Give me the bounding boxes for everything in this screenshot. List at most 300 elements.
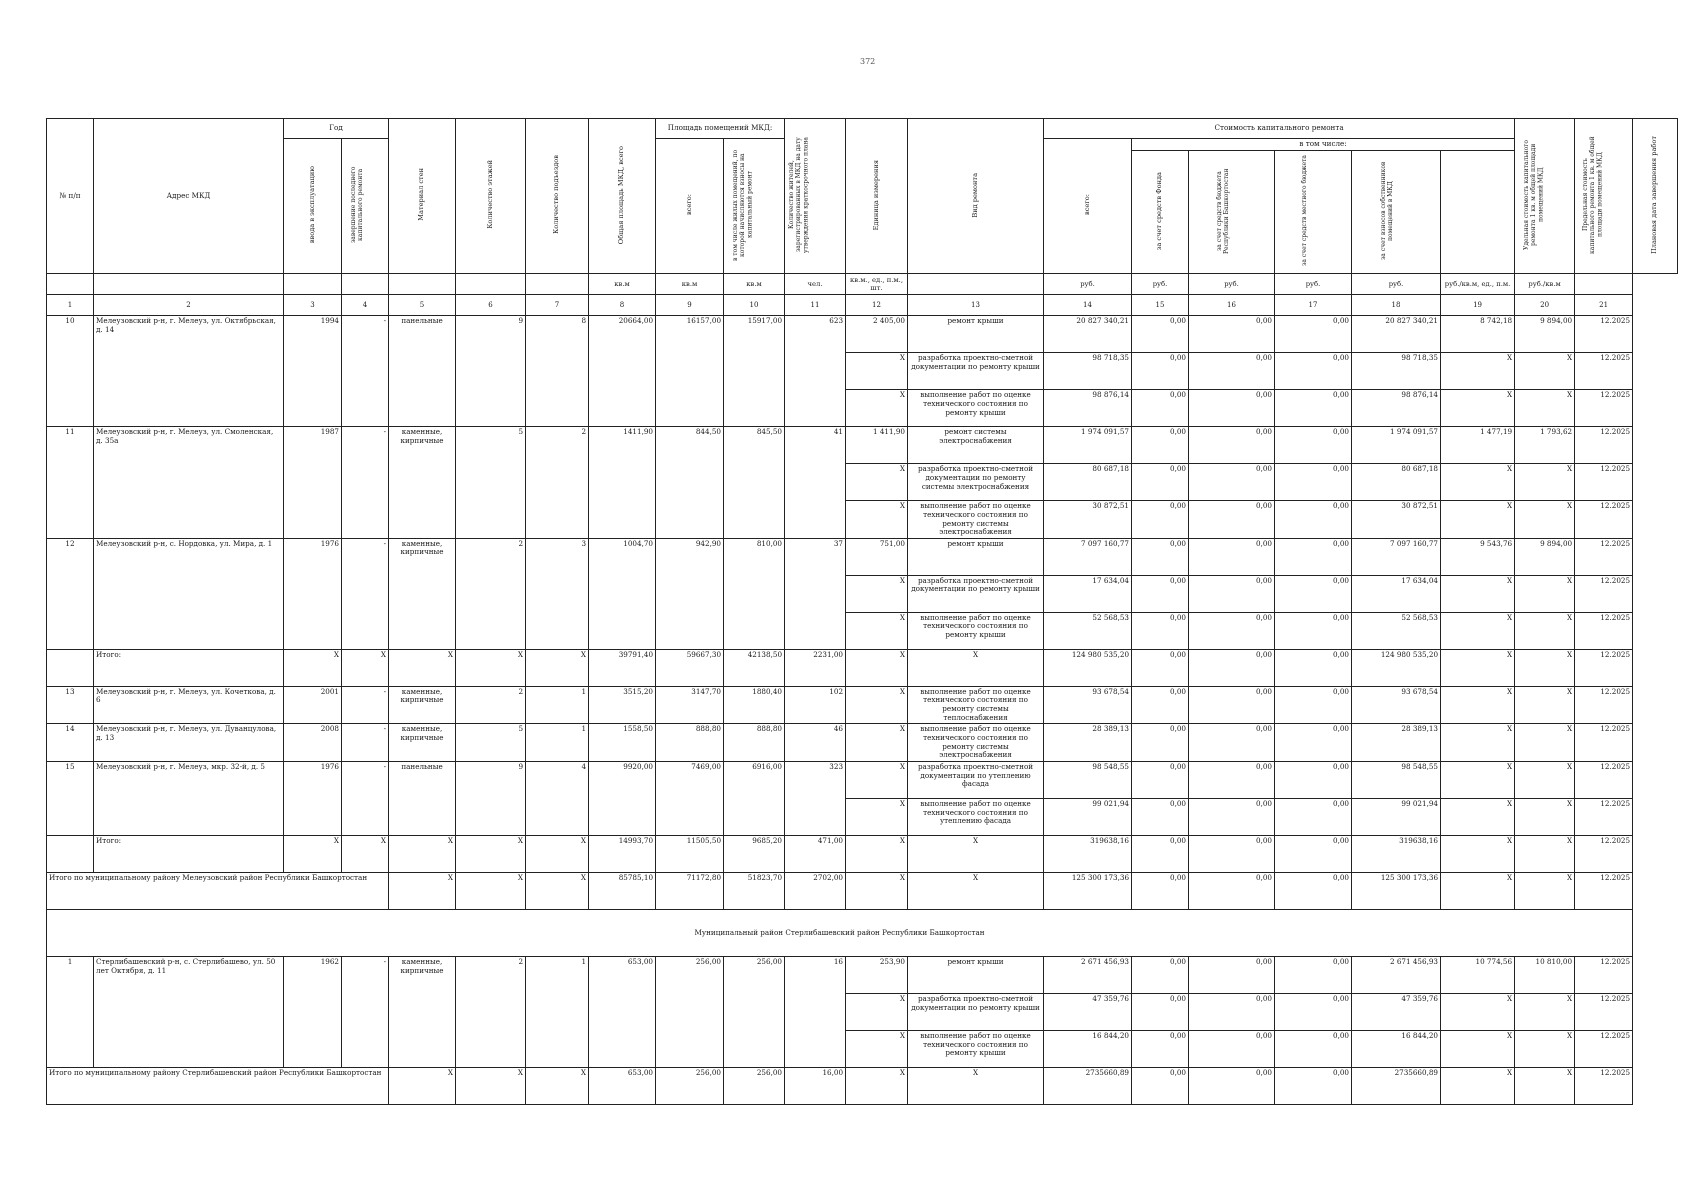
cost-fund-cell: 0,00	[1132, 872, 1189, 909]
header-year-group: Год	[284, 119, 389, 139]
plan-date-cell: 12.2025	[1575, 1067, 1633, 1104]
column-index-cell: 14	[1044, 295, 1132, 316]
total-area-cell: 20664,00	[589, 316, 656, 427]
unit-cost-cell: X	[1441, 1067, 1515, 1104]
row-number-cell: 13	[47, 686, 94, 724]
max-cost-cell: X	[1515, 464, 1575, 501]
work-type-cell: X	[908, 835, 1044, 872]
max-cost-cell: X	[1515, 575, 1575, 612]
header-cost-local: за счет средств местного бюджета	[1275, 150, 1352, 274]
cost-owners-cell: 2735660,89	[1352, 1067, 1441, 1104]
residents-cell: 37	[785, 538, 846, 649]
wall-material-cell: каменные, кирпичные	[389, 956, 456, 1067]
row-number-cell: 14	[47, 724, 94, 762]
header-floors: Количество этажей	[456, 119, 526, 274]
section-title: Муниципальный район Стерлибашевский район Республики Башкортостан	[47, 909, 1633, 956]
max-cost-cell: X	[1515, 612, 1575, 649]
column-index-cell: 8	[589, 295, 656, 316]
material-cell: X	[389, 1067, 456, 1104]
premises-fee-cell: 888,80	[724, 724, 785, 762]
repair-plan-sheet	[46, 118, 1678, 1105]
quantity-cell: X	[846, 761, 908, 798]
qty-cell: X	[846, 1067, 908, 1104]
floors-cell: X	[456, 649, 526, 686]
work-type-cell: разработка проектно-сметной документации по утеплению фасада	[908, 761, 1044, 798]
wall-material-cell: панельные	[389, 316, 456, 427]
plan-date-cell: 12.2025	[1575, 501, 1633, 539]
cost-local-cell: 0,00	[1275, 993, 1352, 1030]
header-year-last-repair: завершение последнего капитального ремонта	[342, 139, 389, 274]
max-cost-cell: X	[1515, 872, 1575, 909]
work-type-cell: выполнение работ по оценке технического состояния по ремонту системы электроснабжения	[908, 501, 1044, 539]
quantity-cell: X	[846, 724, 908, 762]
plan-date-cell: 12.2025	[1575, 575, 1633, 612]
header-plan-date: Плановая дата завершения работ	[1633, 119, 1678, 274]
unit-cost-cell: 9 543,76	[1441, 538, 1515, 575]
cost-fund-cell: 0,00	[1132, 993, 1189, 1030]
cost-total-cell: 2735660,89	[1044, 1067, 1132, 1104]
header-unit-cost: Удельная стоимость капитального ремонта 1 кв. м общей площади помещений МКД	[1515, 119, 1575, 274]
residents-cell: 16,00	[785, 1067, 846, 1104]
residents-cell: 471,00	[785, 835, 846, 872]
max-cost-cell: 1 793,62	[1515, 427, 1575, 464]
cost-owners-cell: 80 687,18	[1352, 464, 1441, 501]
quantity-cell: X	[846, 612, 908, 649]
cost-owners-cell: 28 389,13	[1352, 724, 1441, 762]
header-premises-group: Площадь помещений МКД:	[656, 119, 785, 139]
max-cost-cell: X	[1515, 798, 1575, 835]
cost-republic-cell: 0,00	[1189, 1030, 1275, 1067]
wall-material-cell: каменные, кирпичные	[389, 427, 456, 539]
column-index-cell: 5	[389, 295, 456, 316]
header-work-type: Вид ремонта	[908, 119, 1044, 274]
entrances-cell: 4	[526, 761, 589, 835]
cost-owners-cell: 16 844,20	[1352, 1030, 1441, 1067]
prem_fee-cell: 256,00	[724, 1067, 785, 1104]
header-cost-republic: за счет средств бюджета Республики Башкортостан	[1189, 150, 1275, 274]
column-index-cell: 6	[456, 295, 526, 316]
cost-total-cell: 93 678,54	[1044, 686, 1132, 724]
row-number-cell: 1	[47, 956, 94, 1067]
cost-fund-cell: 0,00	[1132, 501, 1189, 539]
header-premises-total: всего:	[656, 139, 724, 274]
column-index-cell: 16	[1189, 295, 1275, 316]
cost-fund-cell: 0,00	[1132, 1067, 1189, 1104]
residents-cell: 323	[785, 761, 846, 835]
address-cell: Стерлибашевский р-н, с. Стерлибашево, ул. 50 лет Октября, д. 11	[94, 956, 284, 1067]
cost-total-cell: 98 876,14	[1044, 390, 1132, 427]
work-type-cell: ремонт крыши	[908, 316, 1044, 353]
plan-date-cell: 12.2025	[1575, 835, 1633, 872]
quantity-cell: X	[846, 686, 908, 724]
work-type-cell: разработка проектно-сметной документации по ремонту крыши	[908, 993, 1044, 1030]
cost-owners-cell: 98 718,35	[1352, 353, 1441, 390]
district-total-row	[47, 1067, 1678, 1104]
cost-total-cell: 52 568,53	[1044, 612, 1132, 649]
cost-owners-cell: 20 827 340,21	[1352, 316, 1441, 353]
unit-cost-cell: X	[1441, 353, 1515, 390]
cost-local-cell: 0,00	[1275, 316, 1352, 353]
max-cost-cell: X	[1515, 724, 1575, 762]
unit-cell: руб.	[1189, 274, 1275, 295]
quantity-cell: X	[846, 390, 908, 427]
work-type-cell: разработка проектно-сметной документации по ремонту крыши	[908, 353, 1044, 390]
plan-date-cell: 12.2025	[1575, 686, 1633, 724]
units-row	[47, 274, 1678, 295]
header-entrances: Количество подъездов	[526, 119, 589, 274]
cost-owners-cell: 124 980 535,20	[1352, 649, 1441, 686]
year-cell: 1976	[284, 538, 342, 649]
plan-date-cell: 12.2025	[1575, 612, 1633, 649]
max-cost-cell: X	[1515, 649, 1575, 686]
total-area-cell: 1411,90	[589, 427, 656, 539]
plan-date-cell: 12.2025	[1575, 798, 1633, 835]
cost-fund-cell: 0,00	[1132, 538, 1189, 575]
cost-republic-cell: 0,00	[1189, 872, 1275, 909]
material-cell: X	[389, 835, 456, 872]
column-index-cell: 13	[908, 295, 1044, 316]
year-cell: 2008	[284, 724, 342, 762]
plan-date-cell: 12.2025	[1575, 427, 1633, 464]
cost-local-cell: 0,00	[1275, 835, 1352, 872]
cost-local-cell: 0,00	[1275, 427, 1352, 464]
year-cell: 1994	[284, 316, 342, 427]
prem_fee-cell: 51823,70	[724, 872, 785, 909]
unit-cell: кв.м	[724, 274, 785, 295]
cost-local-cell: 0,00	[1275, 649, 1352, 686]
cost-local-cell: 0,00	[1275, 390, 1352, 427]
premises-total-cell: 888,80	[656, 724, 724, 762]
cost-local-cell: 0,00	[1275, 353, 1352, 390]
unit-cell: руб.	[1132, 274, 1189, 295]
quantity-cell: X	[846, 1030, 908, 1067]
year-cell: 1987	[284, 427, 342, 539]
unit-cost-cell: 8 742,18	[1441, 316, 1515, 353]
floors-cell: 9	[456, 761, 526, 835]
unit-cost-cell: X	[1441, 761, 1515, 798]
qty-cell: X	[846, 835, 908, 872]
cost-fund-cell: 0,00	[1132, 316, 1189, 353]
max-cost-cell: X	[1515, 390, 1575, 427]
quantity-cell: X	[846, 464, 908, 501]
material-cell: X	[389, 872, 456, 909]
cost-republic-cell: 0,00	[1189, 353, 1275, 390]
plan-date-cell: 12.2025	[1575, 538, 1633, 575]
cost-republic-cell: 0,00	[1189, 501, 1275, 539]
quantity-cell: 253,90	[846, 956, 908, 993]
unit-cell: чел.	[785, 274, 846, 295]
material-cell: X	[389, 649, 456, 686]
last-repair-cell: -	[342, 538, 389, 649]
total-area-cell: 9920,00	[589, 761, 656, 835]
work-type-cell: выполнение работ по оценке технического состояния по утеплению фасада	[908, 798, 1044, 835]
entrances-cell: X	[526, 1067, 589, 1104]
year-cell: 1962	[284, 956, 342, 1067]
address-cell: Мелеузовский р-н, г. Мелеуз, ул. Дуванцулова, д. 13	[94, 724, 284, 762]
cost-republic-cell: 0,00	[1189, 316, 1275, 353]
cost-total-cell: 99 021,94	[1044, 798, 1132, 835]
max-cost-cell: X	[1515, 353, 1575, 390]
cost-local-cell: 0,00	[1275, 1030, 1352, 1067]
repair-plan-table	[46, 118, 1678, 1105]
district-total-row	[47, 872, 1678, 909]
unit-cell: руб./кв.м, ед., п.м.	[1441, 274, 1515, 295]
floors-cell: 2	[456, 538, 526, 649]
entrances-cell: X	[526, 649, 589, 686]
floors-cell: 5	[456, 724, 526, 762]
premises-fee-cell: 1880,40	[724, 686, 785, 724]
work-type-cell: выполнение работ по оценке технического состояния по ремонту крыши	[908, 1030, 1044, 1067]
plan-date-cell: 12.2025	[1575, 724, 1633, 762]
work-type-cell: X	[908, 1067, 1044, 1104]
plan-date-cell: 12.2025	[1575, 993, 1633, 1030]
address-cell: Мелеузовский р-н, с. Нордовка, ул. Мира, д. 1	[94, 538, 284, 649]
header-cost-group: Стоимость капитального ремонта	[1044, 119, 1515, 139]
column-index-cell: 3	[284, 295, 342, 316]
entrances-cell: 2	[526, 427, 589, 539]
quantity-cell: X	[846, 501, 908, 539]
cost-owners-cell: 98 876,14	[1352, 390, 1441, 427]
total-area-cell: 1004,70	[589, 538, 656, 649]
cost-local-cell: 0,00	[1275, 501, 1352, 539]
cost-republic-cell: 0,00	[1189, 798, 1275, 835]
max-cost-cell: 10 810,00	[1515, 956, 1575, 993]
premises-fee-cell: 256,00	[724, 956, 785, 1067]
quantity-cell: X	[846, 798, 908, 835]
work-type-cell: ремонт крыши	[908, 538, 1044, 575]
cost-owners-cell: 93 678,54	[1352, 686, 1441, 724]
last-repair-cell: -	[342, 724, 389, 762]
address-cell: Мелеузовский р-н, г. Мелеуз, ул. Смоленская, д. 35а	[94, 427, 284, 539]
subtotal-label: Итого:	[94, 835, 284, 872]
plan-date-cell: 12.2025	[1575, 464, 1633, 501]
column-index-cell: 21	[1575, 295, 1633, 316]
floors-cell: 5	[456, 427, 526, 539]
work-type-cell: выполнение работ по оценке технического состояния по ремонту системы электроснабжения	[908, 724, 1044, 762]
cost-owners-cell: 7 097 160,77	[1352, 538, 1441, 575]
residents-cell: 623	[785, 316, 846, 427]
year-cell: 2001	[284, 686, 342, 724]
entrances-cell: X	[526, 835, 589, 872]
unit-cell: руб.	[1275, 274, 1352, 295]
cost-fund-cell: 0,00	[1132, 724, 1189, 762]
cost-total-cell: 98 548,55	[1044, 761, 1132, 798]
cost-republic-cell: 0,00	[1189, 390, 1275, 427]
cost-total-cell: 319638,16	[1044, 835, 1132, 872]
prem_fee-cell: 42138,50	[724, 649, 785, 686]
column-index-cell: 1	[47, 295, 94, 316]
total-area-cell: 653,00	[589, 956, 656, 1067]
unit-cost-cell: X	[1441, 724, 1515, 762]
cost-total-cell: 47 359,76	[1044, 993, 1132, 1030]
cost-republic-cell: 0,00	[1189, 649, 1275, 686]
max-cost-cell: X	[1515, 686, 1575, 724]
wall-material-cell: каменные, кирпичные	[389, 686, 456, 724]
quantity-cell: 1 411,90	[846, 427, 908, 464]
unit-cell: кв.м	[589, 274, 656, 295]
row-number-cell: 15	[47, 761, 94, 835]
plan-date-cell: 12.2025	[1575, 316, 1633, 353]
header-residents: Количество жителей, зарегистрированных в МКД на дату утверждения краткосрочного плана	[785, 119, 846, 274]
prem_total-cell: 59667,30	[656, 649, 724, 686]
work-type-cell: выполнение работ по оценке технического состояния по ремонту крыши	[908, 390, 1044, 427]
header-including: в том числе:	[1132, 139, 1515, 151]
cost-fund-cell: 0,00	[1132, 798, 1189, 835]
subtotal-row	[47, 649, 1678, 686]
unit-cell: кв.м., ед., п.м., шт.	[846, 274, 908, 295]
unit-cost-cell: X	[1441, 686, 1515, 724]
cost-local-cell: 0,00	[1275, 872, 1352, 909]
cost-total-cell: 17 634,04	[1044, 575, 1132, 612]
work-type-cell: ремонт системы электроснабжения	[908, 427, 1044, 464]
header-num: № п/п	[47, 119, 94, 274]
premises-total-cell: 942,90	[656, 538, 724, 649]
cost-owners-cell: 17 634,04	[1352, 575, 1441, 612]
cost-fund-cell: 0,00	[1132, 427, 1189, 464]
cost-fund-cell: 0,00	[1132, 956, 1189, 993]
table-row	[47, 538, 1678, 575]
column-index-cell: 15	[1132, 295, 1189, 316]
wall-material-cell: каменные, кирпичные	[389, 538, 456, 649]
cost-total-cell: 20 827 340,21	[1044, 316, 1132, 353]
column-index-cell: 10	[724, 295, 785, 316]
prem_total-cell: 71172,80	[656, 872, 724, 909]
cost-republic-cell: 0,00	[1189, 761, 1275, 798]
total-area-cell: 1558,50	[589, 724, 656, 762]
last-repair-cell: -	[342, 956, 389, 1067]
cost-republic-cell: 0,00	[1189, 538, 1275, 575]
plan-date-cell: 12.2025	[1575, 761, 1633, 798]
district-total-label: Итого по муниципальному району Мелеузовский район Республики Башкортостан	[47, 872, 389, 909]
wall-material-cell: каменные, кирпичные	[389, 724, 456, 762]
cost-republic-cell: 0,00	[1189, 1067, 1275, 1104]
table-row	[47, 316, 1678, 353]
unit-cost-cell: X	[1441, 835, 1515, 872]
premises-total-cell: 16157,00	[656, 316, 724, 427]
header-cost-fund: за счет средств Фонда	[1132, 150, 1189, 274]
cost-fund-cell: 0,00	[1132, 612, 1189, 649]
year-cell: X	[284, 835, 342, 872]
work-type-cell: разработка проектно-сметной документации по ремонту крыши	[908, 575, 1044, 612]
cost-fund-cell: 0,00	[1132, 390, 1189, 427]
quantity-cell: 2 405,00	[846, 316, 908, 353]
floors-cell: 9	[456, 316, 526, 427]
entrances-cell: 3	[526, 538, 589, 649]
column-index-cell: 4	[342, 295, 389, 316]
premises-total-cell: 844,50	[656, 427, 724, 539]
cost-fund-cell: 0,00	[1132, 835, 1189, 872]
floors-cell: X	[456, 872, 526, 909]
column-index-cell: 17	[1275, 295, 1352, 316]
cost-owners-cell: 2 671 456,93	[1352, 956, 1441, 993]
quantity-cell: X	[846, 575, 908, 612]
cost-total-cell: 1 974 091,57	[1044, 427, 1132, 464]
premises-total-cell: 7469,00	[656, 761, 724, 835]
cost-local-cell: 0,00	[1275, 612, 1352, 649]
cost-local-cell: 0,00	[1275, 464, 1352, 501]
table-row	[47, 761, 1678, 798]
work-type-cell: выполнение работ по оценке технического состояния по ремонту системы теплоснабжения	[908, 686, 1044, 724]
max-cost-cell: X	[1515, 761, 1575, 798]
last-repair-cell: -	[342, 316, 389, 427]
cost-owners-cell: 99 021,94	[1352, 798, 1441, 835]
header-wall-material: Материал стен	[389, 119, 456, 274]
max-cost-cell: 9 894,00	[1515, 316, 1575, 353]
cost-total-cell: 80 687,18	[1044, 464, 1132, 501]
unit-cost-cell: X	[1441, 612, 1515, 649]
floors-cell: 2	[456, 956, 526, 1067]
cost-fund-cell: 0,00	[1132, 353, 1189, 390]
premises-fee-cell: 845,50	[724, 427, 785, 539]
year-cell: 1976	[284, 761, 342, 835]
prem_total-cell: 11505,50	[656, 835, 724, 872]
max-cost-cell: X	[1515, 993, 1575, 1030]
residents-cell: 16	[785, 956, 846, 1067]
cost-fund-cell: 0,00	[1132, 761, 1189, 798]
prem_total-cell: 256,00	[656, 1067, 724, 1104]
unit-cost-cell: X	[1441, 649, 1515, 686]
column-index-cell: 12	[846, 295, 908, 316]
cost-total-cell: 124 980 535,20	[1044, 649, 1132, 686]
table-row	[47, 686, 1678, 724]
cost-total-cell: 125 300 173,36	[1044, 872, 1132, 909]
residents-cell: 41	[785, 427, 846, 539]
subtotal-label: Итого:	[94, 649, 284, 686]
unit-cell: руб.	[1044, 274, 1132, 295]
unit-cost-cell: X	[1441, 501, 1515, 539]
cost-republic-cell: 0,00	[1189, 464, 1275, 501]
table-row	[47, 427, 1678, 464]
last-repair-cell: -	[342, 427, 389, 539]
column-index-cell: 2	[94, 295, 284, 316]
table-row	[47, 724, 1678, 762]
column-index-cell: 7	[526, 295, 589, 316]
residents-cell: 2231,00	[785, 649, 846, 686]
qty-cell: X	[846, 649, 908, 686]
unit-cost-cell: X	[1441, 872, 1515, 909]
row-number-cell: 12	[47, 538, 94, 649]
header-total-area: Общая площадь МКД, всего	[589, 119, 656, 274]
column-index-cell: 11	[785, 295, 846, 316]
floors-cell: X	[456, 835, 526, 872]
entrances-cell: X	[526, 872, 589, 909]
area-cell: 653,00	[589, 1067, 656, 1104]
total-area-cell: 3515,20	[589, 686, 656, 724]
cost-owners-cell: 47 359,76	[1352, 993, 1441, 1030]
table-header	[47, 119, 1678, 316]
cost-total-cell: 98 718,35	[1044, 353, 1132, 390]
work-type-cell: выполнение работ по оценке технического состояния по ремонту крыши	[908, 612, 1044, 649]
work-type-cell: ремонт крыши	[908, 956, 1044, 993]
column-index-cell: 19	[1441, 295, 1515, 316]
premises-fee-cell: 810,00	[724, 538, 785, 649]
column-index-row	[47, 295, 1678, 316]
subtotal-row	[47, 835, 1678, 872]
cost-republic-cell: 0,00	[1189, 993, 1275, 1030]
cost-owners-cell: 1 974 091,57	[1352, 427, 1441, 464]
entrances-cell: 8	[526, 316, 589, 427]
cost-fund-cell: 0,00	[1132, 649, 1189, 686]
district-total-label: Итого по муниципальному району Стерлибашевский район Республики Башкортостан	[47, 1067, 389, 1104]
header-cost-owners: за счет взносов собственников помещений в МКД	[1352, 150, 1441, 274]
max-cost-cell: X	[1515, 501, 1575, 539]
cost-republic-cell: 0,00	[1189, 612, 1275, 649]
cost-local-cell: 0,00	[1275, 575, 1352, 612]
year-cell: X	[284, 649, 342, 686]
residents-cell: 46	[785, 724, 846, 762]
address-cell: Мелеузовский р-н, г. Мелеуз, ул. Октябрьская, д. 14	[94, 316, 284, 427]
row-number-cell: 10	[47, 316, 94, 427]
